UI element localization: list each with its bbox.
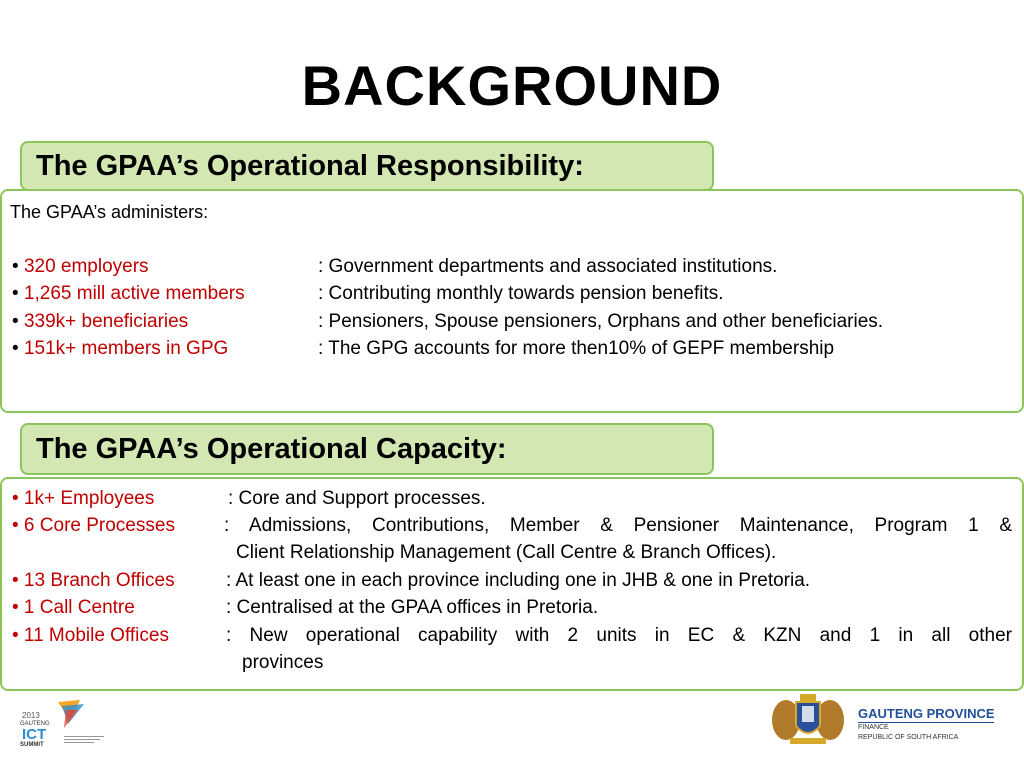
capacity-key: • 1k+ Employees	[12, 488, 155, 509]
capacity-key: • 1 Call Centre	[12, 597, 135, 618]
capacity-key: • 6 Core Processes	[12, 515, 175, 536]
ict-name: GAUTENG	[20, 721, 50, 727]
ict-year: 2013	[22, 711, 40, 720]
capacity-value-continued: Client Relationship Management (Call Centre & Branch Offices).	[236, 542, 777, 563]
responsibility-key: 320 employers	[23, 256, 149, 277]
capacity-value: : At least one in each province including one in JHB & one in Pretoria.	[226, 570, 811, 591]
capacity-key: • 13 Branch Offices	[12, 570, 175, 591]
capacity-value-continued: provinces	[242, 652, 324, 673]
bullet: •	[12, 283, 19, 304]
ict-word: ICT	[22, 726, 47, 743]
ict-summit: SUMMIT	[20, 742, 44, 748]
capacity-value: : Core and Support processes.	[228, 488, 486, 509]
responsibility-value: : Government departments and associated institutions.	[318, 256, 778, 277]
capacity-key: • 11 Mobile Offices	[12, 625, 169, 646]
bullet: •	[12, 311, 19, 332]
responsibility-key: 339k+ beneficiaries	[23, 311, 189, 332]
gauteng-country-label: REPUBLIC OF SOUTH AFRICA	[858, 734, 959, 741]
bullet: •	[12, 338, 19, 359]
gauteng-province-title: GAUTENG PROVINCE	[858, 706, 995, 721]
capacity-header: The GPAA’s Operational Capacity:	[20, 423, 714, 475]
slide-title: BACKGROUND	[301, 54, 723, 117]
bullet: •	[12, 256, 19, 277]
ict-summit-logo	[18, 698, 108, 748]
responsibility-key: 151k+ members in GPG	[23, 338, 229, 359]
gauteng-finance-label: FINANCE	[858, 724, 889, 731]
gauteng-crest-icon	[766, 690, 850, 748]
responsibility-value: : The GPG accounts for more then10% of GEPF membership	[318, 338, 835, 359]
capacity-value: : Admissions, Contributions, Member & Pensioner Maintenance, Program 1 &	[224, 515, 1012, 536]
responsibility-header: The GPAA’s Operational Responsibility:	[20, 141, 714, 191]
responsibility-intro: The GPAA’s administers:	[10, 202, 209, 222]
gauteng-divider	[858, 722, 994, 723]
responsibility-value: : Contributing monthly towards pension benefits.	[318, 283, 724, 304]
responsibility-key: 1,265 mill active members	[23, 283, 245, 304]
capacity-value: : Centralised at the GPAA offices in Pretoria.	[226, 597, 599, 618]
responsibility-value: : Pensioners, Spouse pensioners, Orphans and other beneficiaries.	[318, 311, 884, 332]
capacity-value: : New operational capability with 2 units in EC & KZN and 1 in all other	[226, 625, 1012, 646]
